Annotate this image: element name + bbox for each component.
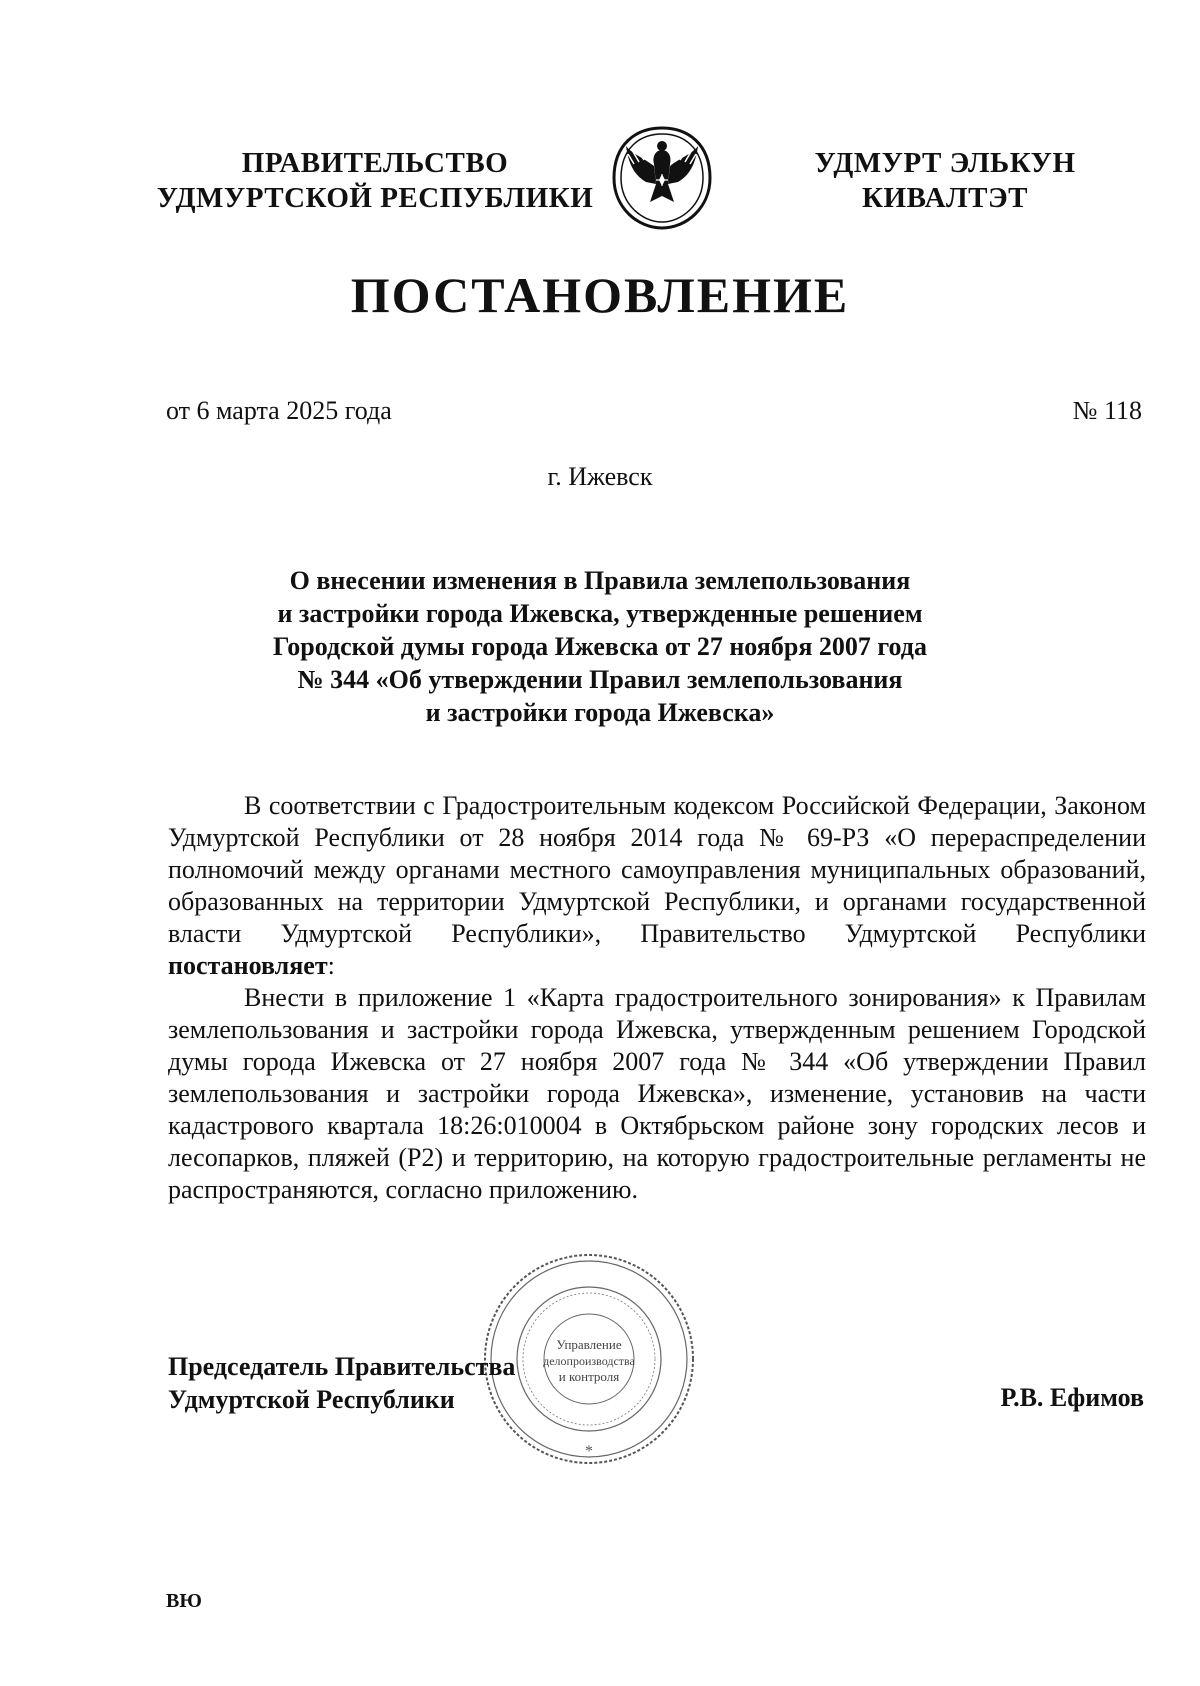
signatory-position-line2: Удмуртской Республики xyxy=(168,1385,455,1414)
subject-line: и застройки города Ижевска, утвержденные решением xyxy=(277,599,923,628)
document-city: г. Ижевск xyxy=(547,462,653,491)
coat-of-arms-icon xyxy=(606,124,718,232)
signatory-position-line1: Председатель Правительства xyxy=(168,1352,516,1381)
stamp-center-line3: и контроля xyxy=(558,1369,620,1384)
signatory-position xyxy=(168,1350,515,1416)
executor-initials: ВЮ xyxy=(166,1590,202,1612)
subject-line: и застройки города Ижевска» xyxy=(425,698,775,727)
subject-line: № 344 «Об утверждении Правил землепользования xyxy=(297,665,903,694)
government-name-udmurt-line1: УДМУРТ ЭЛЬКУН xyxy=(814,147,1076,179)
body-paragraph-1 xyxy=(168,790,1146,982)
document-number: № 118 xyxy=(1072,396,1142,425)
body-paragraph-1-text: В соответствии с Градостроительным кодексом Российской Федерации, Законом Удмуртской Республики от 28 ноября 2014 года № 69-РЗ «О перераспределении полномочий между органами местного самоуправления муниципальных образований, образованных на территории Удмуртской Республики, и органами государственной власти Удмуртской Республики», Правительство Удмуртской Республики xyxy=(168,791,1146,948)
subject-line: О внесении изменения в Правила землепользования xyxy=(289,566,911,595)
document-subject xyxy=(160,564,1040,729)
government-name-russian-line1: ПРАВИТЕЛЬСТВО xyxy=(241,147,509,179)
stamp-center-line1: Управление xyxy=(556,1337,622,1352)
stamp-center-line2: делопроизводства xyxy=(543,1354,635,1368)
body-paragraph-1-end: : xyxy=(327,951,335,980)
government-name-russian-line2: УДМУРТСКОЙ РЕСПУБЛИКИ xyxy=(156,182,594,214)
resolution-keyword: постановляет xyxy=(168,951,328,980)
document-date: от 6 марта 2025 года xyxy=(166,396,392,425)
body-paragraph-2: Внести в приложение 1 «Карта градостроительного зонирования» к Правилам землепользования и застройки города Ижевска, утвержденным решением Городской думы города Ижевска от 27 ноября 2007 года № 344 «Об утверждении Правил землепользования и застройки города Ижевска», изменение, установив на части кадастрового квартала 18:26:010004 в Октябрьском районе зону городских лесов и лесопарков, пляжей (Р2) и территорию, на которую градостроительные регламенты не распространяются, согласно приложению. xyxy=(168,983,1146,1204)
svg-text:*: * xyxy=(585,1443,593,1460)
document-title: ПОСТАНОВЛЕНИЕ xyxy=(350,267,850,323)
signatory-name: Р.В. Ефимов xyxy=(1000,1383,1144,1412)
government-name-udmurt-line2: КИВАЛТЭТ xyxy=(861,182,1028,214)
subject-line: Городской думы города Ижевска от 27 ноября 2007 года xyxy=(273,632,927,661)
government-name-udmurt xyxy=(780,146,1110,216)
document-body xyxy=(168,790,1146,1206)
government-name-russian xyxy=(140,146,610,216)
coat-of-arms-emblem xyxy=(606,124,718,232)
